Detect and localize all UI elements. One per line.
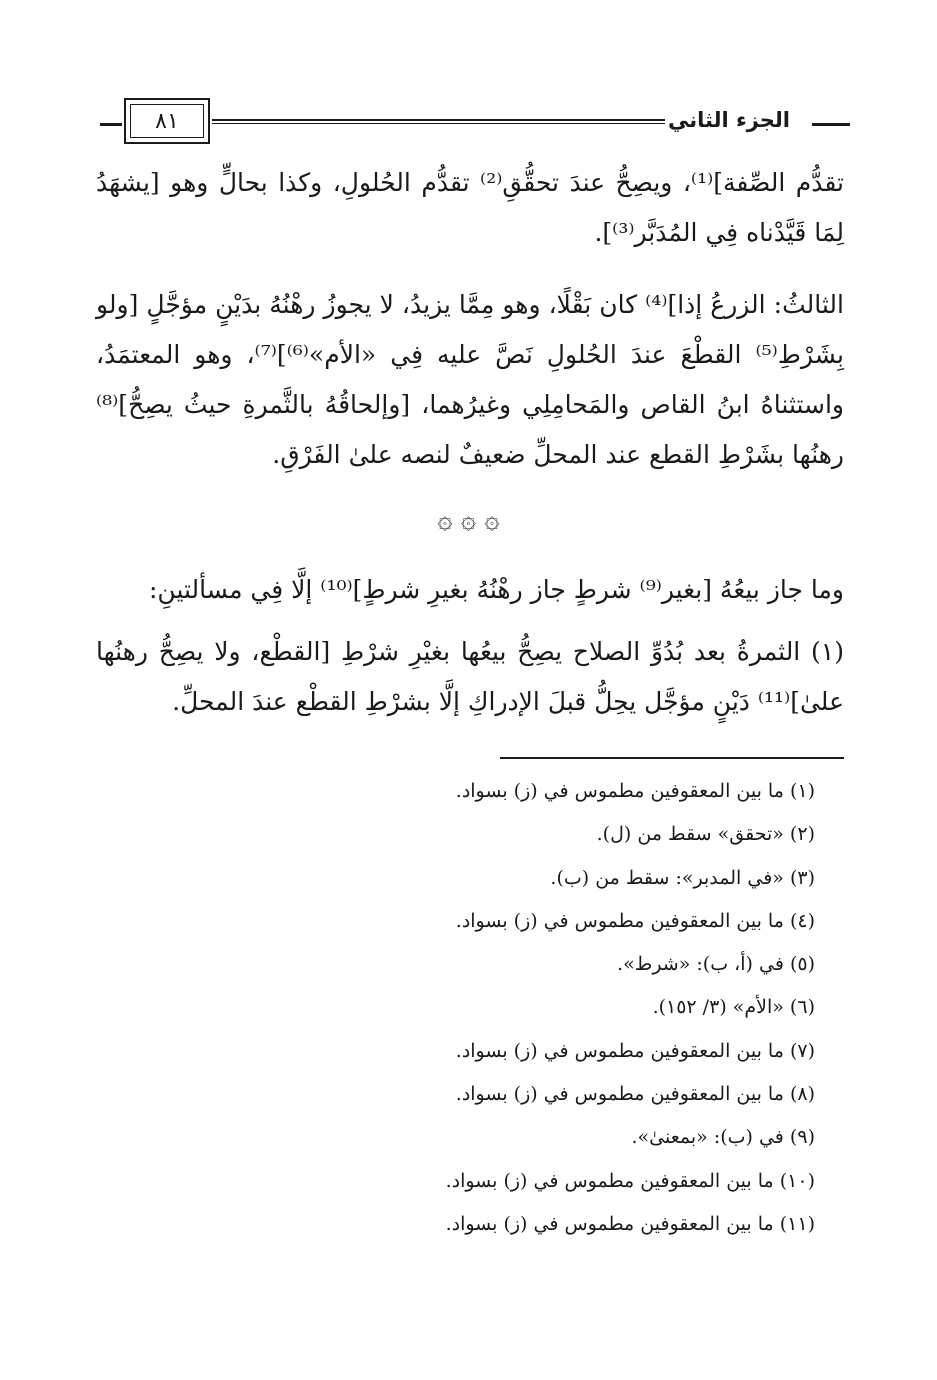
header-dash-left — [100, 123, 122, 126]
footnote-1: (١) ما بين المعقوفين مطموس في (ز) بسواد. — [455, 780, 815, 802]
paragraph-1 — [96, 158, 844, 258]
paragraph-3-text: وما جاز بيعُهُ [بغير⁽⁹⁾ شرطٍ جاز رهْنُهُ بغيرِ شرطٍ]⁽¹⁰⁾ إلَّا فِي مسألتينِ: — [148, 575, 844, 604]
footnote-11: (١١) ما بين المعقوفين مطموس في (ز) بسواد. — [445, 1212, 815, 1235]
footnote-separator — [500, 757, 844, 759]
running-title: الجزء الثاني — [667, 108, 790, 132]
footnote-7: (٧) ما بين المعقوفين مطموس في (ز) بسواد. — [455, 1039, 815, 1062]
footnote-3: (٣) «في المدبر»: سقط من (ب). — [550, 866, 815, 889]
page-number: ٨١ — [130, 104, 204, 138]
paragraph-4 — [96, 627, 844, 727]
footnote-4: (٤) ما بين المعقوفين مطموس في (ز) بسواد. — [455, 909, 815, 932]
paragraph-1-text: تقدُّم الصِّفة]⁽¹⁾، ويصِحُّ عندَ تحقُّقِ⁽²⁾ تقدُّم الحُلولِ، وكذا بحالٍّ وهو [يشهَدُ لِمَا قَيَّدْناه فِي المُدَبَّر⁽³⁾]. — [96, 168, 844, 247]
paragraph-4-text: (١) الثمرةُ بعد بُدُوِّ الصلاح يصِحُّ بيعُها بغيْرِ شرْطِ [القطْع، ولا يصِحُّ رهنُها علىٰ]⁽¹¹⁾ دَيْنٍ مؤجَّل يحِلُّ قبلَ الإدراكِ إلَّا بشرْطِ القطْع عندَ المحلِّ. — [96, 637, 844, 716]
footnote-6: (٦) «الأم» (٣/ ١٥٢). — [652, 996, 815, 1019]
header-rule — [212, 119, 665, 124]
paragraph-3 — [96, 565, 844, 615]
footnote-10: (١٠) ما بين المعقوفين مطموس في (ز) بسواد. — [445, 1169, 815, 1192]
page-number-frame — [124, 98, 210, 144]
footnotes-list — [365, 770, 815, 1246]
paragraph-2-text: الثالثُ: الزرعُ إذا]⁽⁴⁾ كان بَقْلًا، وهو مِمَّا يزيدُ، لا يجوزُ رهْنُهُ بدَيْنٍ مؤجَّلٍ [ولو بِشَرْطِ⁽⁵⁾ القطْعَ عندَ الحُلولِ نَصَّ عليه فِي «الأم»⁽⁶⁾]⁽⁷⁾، وهو المعتمَدُ، واستثناهُ ابنُ القاص والمَحامِلِي وغيرُهما، [وإلحاقُهُ بالثَّمرةِ حيثُ يصِحُّ]⁽⁸⁾ رهنُها بشَرْطِ القطع عند المحلِّ ضعيفٌ لنصه علىٰ الفَرْقِ. — [96, 290, 844, 469]
footnote-5: (٥) في (أ، ب): «شرط». — [617, 953, 815, 976]
paragraph-2 — [96, 280, 844, 480]
footnote-8: (٨) ما بين المعقوفين مطموس في (ز) بسواد. — [455, 1083, 815, 1106]
footnote-9: (٩) في (ب): «بمعنىٰ». — [631, 1126, 815, 1149]
page-header — [100, 98, 850, 142]
section-separator-ornament: ۞ ۞ ۞ — [437, 505, 500, 535]
footnote-2: (٢) «تحقق» سقط من (ل). — [596, 823, 815, 846]
header-dash-right — [812, 123, 850, 126]
